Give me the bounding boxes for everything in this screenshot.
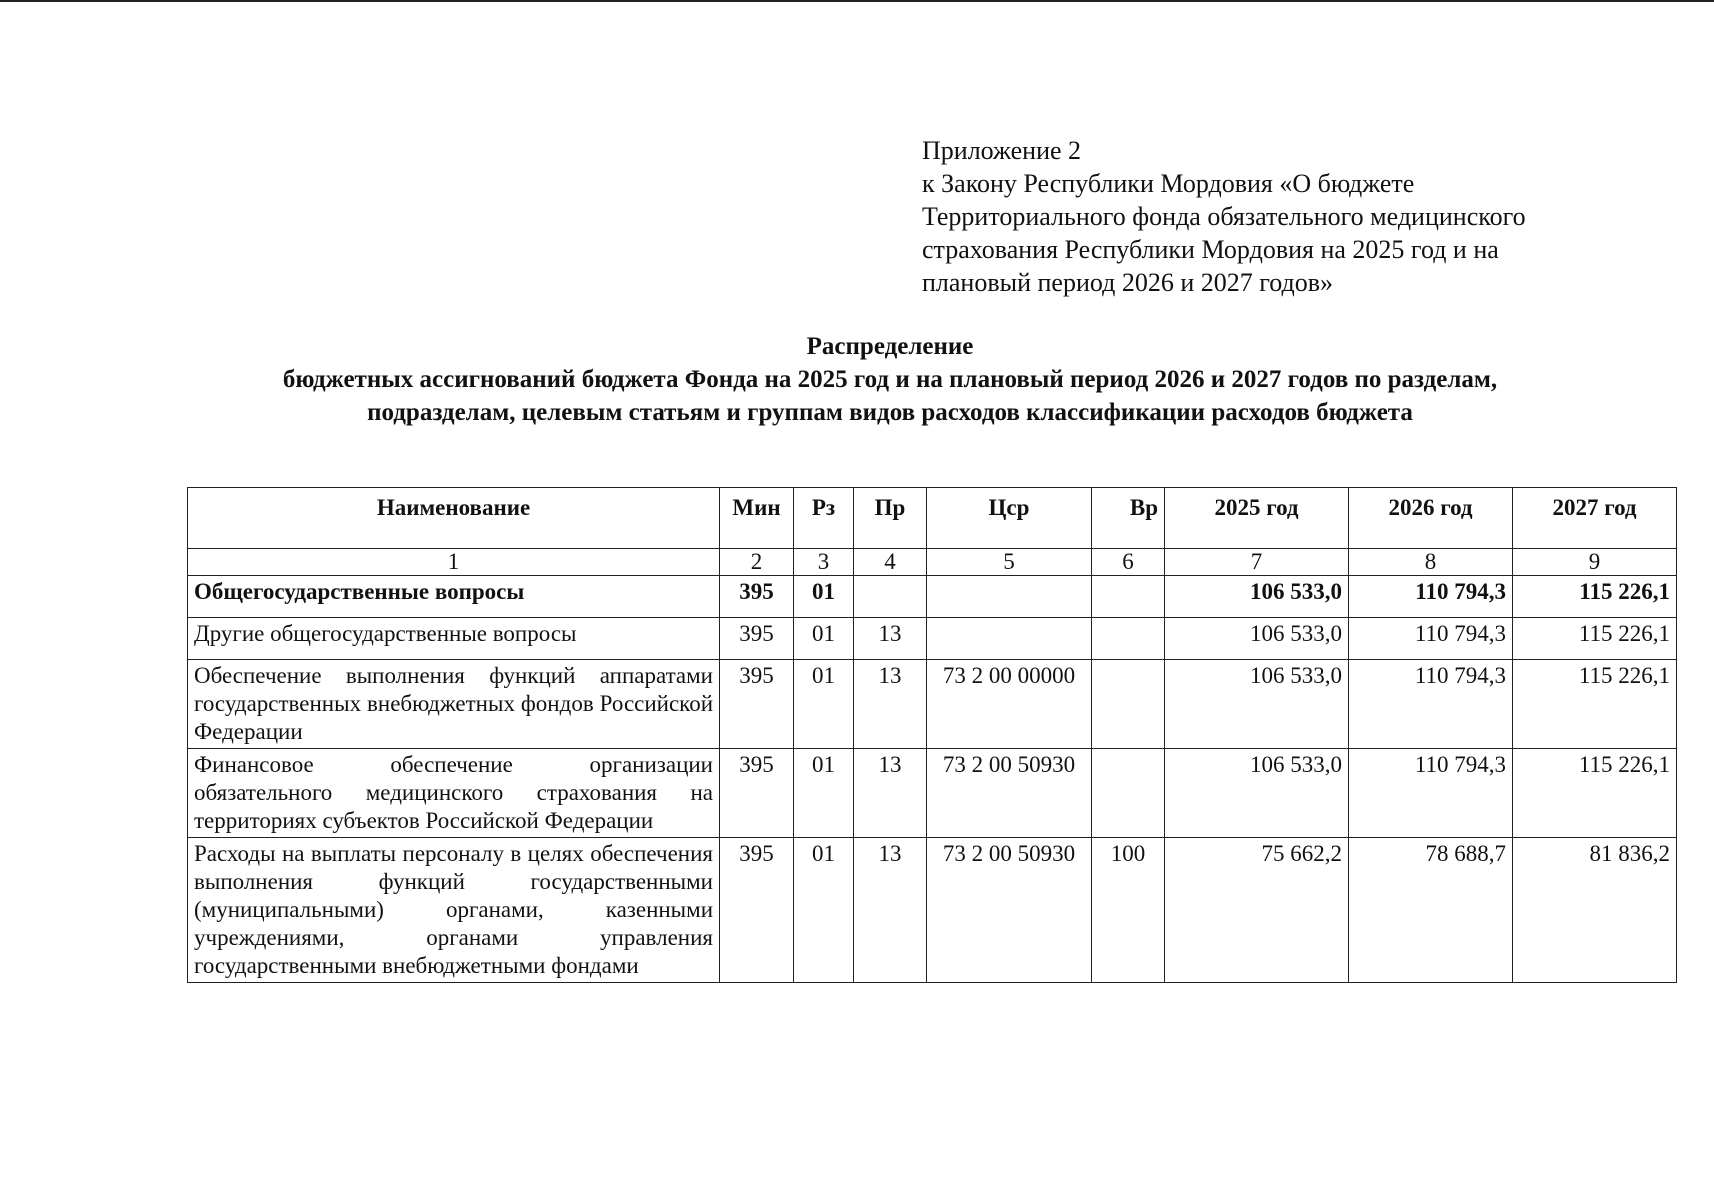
- appendix-reference: [922, 134, 1642, 299]
- row-min: 395: [720, 660, 794, 749]
- row-csr: 73 2 00 50930: [927, 749, 1092, 838]
- document-title: [150, 330, 1630, 429]
- column-number: 4: [854, 549, 927, 576]
- title-line-1: Распределение: [806, 333, 974, 360]
- row-2025: 106 533,0: [1165, 749, 1349, 838]
- row-name: Обеспечение выполнения функций аппаратами государственных внебюджетных фондов Российской Федерации: [188, 660, 720, 749]
- row-2027: 115 226,1: [1513, 660, 1677, 749]
- row-pr: 13: [854, 660, 927, 749]
- header-pr: Пр: [854, 488, 927, 549]
- appendix-line: к Закону Республики Мордовия «О бюджете: [922, 169, 1415, 198]
- row-min: 395: [720, 576, 794, 618]
- row-2025: 106 533,0: [1165, 660, 1349, 749]
- header-csr: Цср: [927, 488, 1092, 549]
- row-rz: 01: [794, 838, 854, 983]
- column-number: 1: [188, 549, 720, 576]
- header-2025: 2025 год: [1165, 488, 1349, 549]
- appendix-line: Территориального фонда обязательного медицинского: [922, 202, 1526, 231]
- row-2026: 78 688,7: [1349, 838, 1513, 983]
- header-name: Наименование: [188, 488, 720, 549]
- row-vr: [1092, 618, 1165, 660]
- table-row: [188, 618, 1677, 660]
- row-2026: 110 794,3: [1349, 749, 1513, 838]
- header-rz: Рз: [794, 488, 854, 549]
- row-csr: [927, 576, 1092, 618]
- row-2027: 115 226,1: [1513, 749, 1677, 838]
- row-pr: [854, 576, 927, 618]
- row-name: Расходы на выплаты персоналу в целях обеспечения выполнения функций государственными (муниципальными) органами, казенными учреждениями, органами управления государственными внебюджетными фондами: [188, 838, 720, 983]
- row-2027: 115 226,1: [1513, 576, 1677, 618]
- row-2026: 110 794,3: [1349, 660, 1513, 749]
- row-rz: 01: [794, 660, 854, 749]
- row-vr: [1092, 749, 1165, 838]
- column-number: 9: [1513, 549, 1677, 576]
- header-2026: 2026 год: [1349, 488, 1513, 549]
- column-number: 8: [1349, 549, 1513, 576]
- column-number: 5: [927, 549, 1092, 576]
- row-2025: 106 533,0: [1165, 576, 1349, 618]
- row-csr: [927, 618, 1092, 660]
- row-vr: 100: [1092, 838, 1165, 983]
- row-csr: 73 2 00 50930: [927, 838, 1092, 983]
- row-min: 395: [720, 838, 794, 983]
- row-2025: 106 533,0: [1165, 618, 1349, 660]
- row-2026: 110 794,3: [1349, 618, 1513, 660]
- row-csr: 73 2 00 00000: [927, 660, 1092, 749]
- row-min: 395: [720, 618, 794, 660]
- table-row: [188, 576, 1677, 618]
- row-name: Финансовое обеспечение организации обязательного медицинского страхования на территориях субъектов Российской Федерации: [188, 749, 720, 838]
- appendix-line: страхования Республики Мордовия на 2025 год и на: [922, 235, 1499, 264]
- scan-top-edge: [0, 0, 1714, 2]
- row-2027: 81 836,2: [1513, 838, 1677, 983]
- row-rz: 01: [794, 618, 854, 660]
- header-min: Мин: [720, 488, 794, 549]
- column-number-row: [188, 549, 1677, 576]
- row-2026: 110 794,3: [1349, 576, 1513, 618]
- appendix-line: Приложение 2: [922, 136, 1082, 165]
- row-rz: 01: [794, 576, 854, 618]
- appendix-line: плановый период 2026 и 2027 годов»: [922, 268, 1334, 297]
- row-name: Другие общегосударственные вопросы: [188, 618, 720, 660]
- title-line-3: подразделам, целевым статьям и группам видов расходов классификации расходов бюджета: [367, 399, 1413, 426]
- column-number: 2: [720, 549, 794, 576]
- table-row: [188, 660, 1677, 749]
- column-number: 3: [794, 549, 854, 576]
- title-line-2: бюджетных ассигнований бюджета Фонда на 2025 год и на плановый период 2026 и 2027 годов по разделам,: [282, 366, 1498, 393]
- row-2027: 115 226,1: [1513, 618, 1677, 660]
- column-number: 6: [1092, 549, 1165, 576]
- header-row: [188, 488, 1677, 549]
- row-rz: 01: [794, 749, 854, 838]
- row-name: Общегосударственные вопросы: [188, 576, 720, 618]
- table-row: [188, 749, 1677, 838]
- row-pr: 13: [854, 749, 927, 838]
- row-min: 395: [720, 749, 794, 838]
- row-pr: 13: [854, 618, 927, 660]
- table-row: [188, 838, 1677, 983]
- row-vr: [1092, 660, 1165, 749]
- row-pr: 13: [854, 838, 927, 983]
- budget-table: [187, 487, 1677, 983]
- column-number: 7: [1165, 549, 1349, 576]
- header-vr: Вр: [1092, 488, 1165, 549]
- header-2027: 2027 год: [1513, 488, 1677, 549]
- row-vr: [1092, 576, 1165, 618]
- row-2025: 75 662,2: [1165, 838, 1349, 983]
